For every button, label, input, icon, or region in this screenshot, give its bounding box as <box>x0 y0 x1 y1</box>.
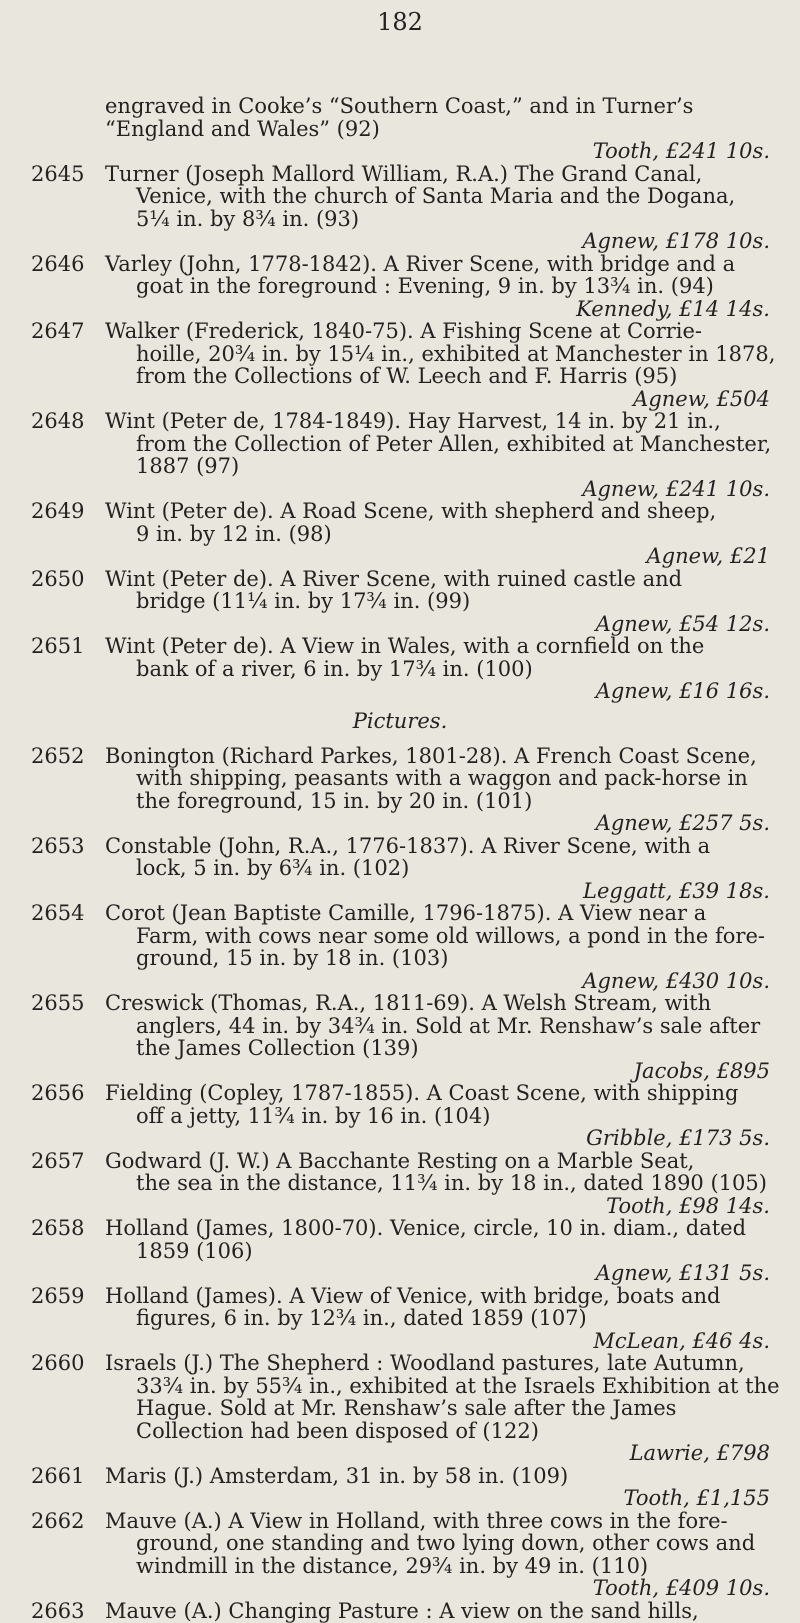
entry-description <box>105 902 770 992</box>
entry-line: figures, 6 in. by 12¾ in., dated 1859 (107) <box>136 1306 587 1330</box>
entry-line: the foreground, 15 in. by 20 in. (101) <box>136 788 533 813</box>
entry-line: Israels (J.) The Shepherd : Woodland pastures, late Autumn, <box>105 1351 745 1375</box>
entry-line: Holland (James, 1800-70). Venice, circle, 10 in. diam., dated <box>105 1216 747 1240</box>
sale-price: Agnew, £257 5s. <box>595 811 770 835</box>
lot-number: 2657 <box>31 1148 85 1173</box>
sale-price: Gribble, £173 5s. <box>586 1126 770 1150</box>
entry-line: windmill in the distance, 29¾ in. by 49 in. (110) <box>136 1553 649 1578</box>
entry-line: bank of a river, 6 in. by 17¾ in. (100) <box>136 656 533 681</box>
sale-price: Agnew, £131 5s. <box>595 1261 770 1285</box>
lot-number: 2654 <box>31 901 85 925</box>
lot-number: 2663 <box>31 1598 85 1623</box>
lot-number: 2661 <box>31 1463 85 1488</box>
entry-line: Fielding (Copley, 1787-1855). A Coast Scene, with shipping <box>105 1081 739 1105</box>
sale-price: Agnew, £430 10s. <box>582 968 770 993</box>
entry-line: Godward (J. W.) A Bacchante Resting on a Marble Seat, <box>105 1148 695 1173</box>
entry-line: Creswick (Thomas, R.A., 1811-69). A Welsh Stream, with <box>105 991 712 1015</box>
entry-line: hoille, 20¾ in. by 15¼ in., exhibited at Manchester in 1878, <box>136 341 776 366</box>
sale-price: Agnew, £241 10s. <box>582 476 770 501</box>
entry-description <box>105 500 770 568</box>
lot-number: 2659 <box>31 1283 85 1308</box>
lot-number: 2660 <box>31 1351 85 1375</box>
entry-description <box>105 319 776 411</box>
entry-description <box>105 1217 770 1285</box>
lot-number: 2645 <box>31 161 85 186</box>
entry-line: engraved in Cooke’s “Southern Coast,” and in Turner’s <box>105 94 694 118</box>
entry-line: ground, one standing and two lying down, other cows and <box>136 1531 756 1555</box>
entry-description <box>105 95 770 163</box>
entry-line: Hague. Sold at Mr. Renshaw’s sale after the James <box>136 1396 677 1420</box>
entry-description <box>105 253 770 321</box>
sale-price: Lawrie, £798 <box>629 1441 770 1465</box>
entry-line: Holland (James). A View of Venice, with bridge, boats and <box>105 1283 721 1308</box>
entry-description <box>105 745 770 835</box>
sale-price: Tooth, £241 10s. <box>592 139 770 163</box>
entry-description <box>105 568 770 636</box>
entry-description <box>105 635 770 703</box>
lot-number: 2658 <box>31 1216 85 1240</box>
entry-line: goat in the foreground : Evening, 9 in. by 13¾ in. (94) <box>136 274 714 298</box>
entry-line: Wint (Peter de). A View in Wales, with a cornfield on the <box>105 634 705 658</box>
sale-price: Tooth, £409 10s. <box>592 1576 770 1600</box>
entry-line: from the Collections of W. Leech and F. Harris (95) <box>136 364 678 388</box>
lot-number: 2651 <box>31 634 85 658</box>
sale-price: Jacobs, £895 <box>633 1058 770 1083</box>
entry-line: ground, 15 in. by 18 in. (103) <box>136 946 449 970</box>
lot-number: 2655 <box>31 991 85 1015</box>
entry-line: 1887 (97) <box>136 454 240 478</box>
section-heading: Pictures. <box>352 708 448 733</box>
entry-line: Maris (J.) Amsterdam, 31 in. by 58 in. (109) <box>105 1463 569 1488</box>
entry-description <box>105 1285 770 1353</box>
entry-line: with shipping, peasants with a waggon and pack-horse in <box>136 766 748 790</box>
sale-price: Leggatt, £39 18s. <box>583 878 770 903</box>
entry-line: Mauve (A.) Changing Pasture : A view on the sand hills, <box>105 1598 699 1623</box>
entry-description <box>105 992 770 1082</box>
lot-number: 2647 <box>31 319 85 343</box>
entry-line: Wint (Peter de, 1784-1849). Hay Harvest, 14 in. by 21 in., <box>105 409 721 433</box>
entry-description <box>105 1351 780 1465</box>
sale-price: Kennedy, £14 14s. <box>576 296 770 321</box>
entry-line: 9 in. by 12 in. (98) <box>136 521 332 546</box>
sale-price: Agnew, £178 10s. <box>582 229 770 253</box>
entry-line: from the Collection of Peter Allen, exhibited at Manchester, <box>136 431 772 456</box>
page-number: 182 <box>377 8 423 36</box>
entry-line: 1859 (106) <box>136 1238 253 1263</box>
entry-line: the James Collection (139) <box>136 1036 419 1060</box>
entry-description <box>105 1150 770 1218</box>
lot-number: 2662 <box>31 1508 85 1533</box>
sale-price: Agnew, £54 12s. <box>595 611 770 636</box>
lot-number: 2649 <box>31 499 85 523</box>
entry-line: off a jetty, 11¾ in. by 16 in. (104) <box>136 1103 491 1128</box>
entry-line: Mauve (A.) A View in Holland, with three cows in the fore- <box>105 1508 728 1533</box>
lot-number: 2648 <box>31 409 85 433</box>
entry-description <box>105 835 770 903</box>
sale-price: Agnew, £504 <box>633 386 770 411</box>
sale-price: Tooth, £98 14s. <box>606 1193 770 1218</box>
entry-line: Wint (Peter de). A Road Scene, with shepherd and sheep, <box>105 499 717 523</box>
entry-description <box>105 410 770 500</box>
entry-line: Constable (John, R.A., 1776-1837). A River Scene, with a <box>105 833 711 858</box>
entry-line: the sea in the distance, 11¾ in. by 18 in., dated 1890 (105) <box>136 1171 767 1195</box>
entry-line: Collection had been disposed of (122) <box>136 1418 539 1443</box>
entry-description <box>105 163 770 253</box>
sale-price: Tooth, £1,155 <box>623 1486 770 1510</box>
entry-line: 33¾ in. by 55¾ in., exhibited at the Israels Exhibition at the <box>136 1373 780 1398</box>
lot-number: 2652 <box>31 743 85 768</box>
entry-description <box>105 1510 770 1600</box>
entry-line: Turner (Joseph Mallord William, R.A.) The Grand Canal, <box>105 161 703 186</box>
entry-line: anglers, 44 in. by 34¾ in. Sold at Mr. Renshaw’s sale after <box>136 1013 761 1038</box>
entry-description <box>105 1465 770 1510</box>
sale-price: McLean, £46 4s. <box>593 1328 770 1353</box>
entry-line: Venice, with the church of Santa Maria and the Dogana, <box>136 184 736 208</box>
entry-line: Walker (Frederick, 1840-75). A Fishing Scene at Corrie- <box>105 319 703 343</box>
entry-description <box>105 1082 770 1150</box>
entry-line: bridge (11¼ in. by 17¾ in. (99) <box>136 589 471 613</box>
entry-line: Bonington (Richard Parkes, 1801-28). A French Coast Scene, <box>105 743 757 768</box>
sale-price: Agnew, £16 16s. <box>595 679 770 703</box>
entry-line: 5¼ in. by 8¾ in. (93) <box>136 206 360 231</box>
sale-price: Agnew, £21 <box>646 544 770 568</box>
entry-line: Varley (John, 1778-1842). A River Scene, with bridge and a <box>105 251 736 276</box>
lot-number: 2653 <box>31 833 85 858</box>
entry-line: “England and Wales” (92) <box>105 116 380 141</box>
lot-number: 2646 <box>31 251 85 276</box>
lot-number: 2656 <box>31 1081 85 1105</box>
entry-line: Corot (Jean Baptiste Camille, 1796-1875). A View near a <box>105 901 707 925</box>
entry-line: Wint (Peter de). A River Scene, with ruined castle and <box>105 566 683 591</box>
lot-number: 2650 <box>31 566 85 591</box>
entry-description <box>105 1600 770 1623</box>
entry-line: lock, 5 in. by 6¾ in. (102) <box>136 856 410 880</box>
entry-line: Farm, with cows near some old willows, a pond in the fore- <box>136 923 765 948</box>
